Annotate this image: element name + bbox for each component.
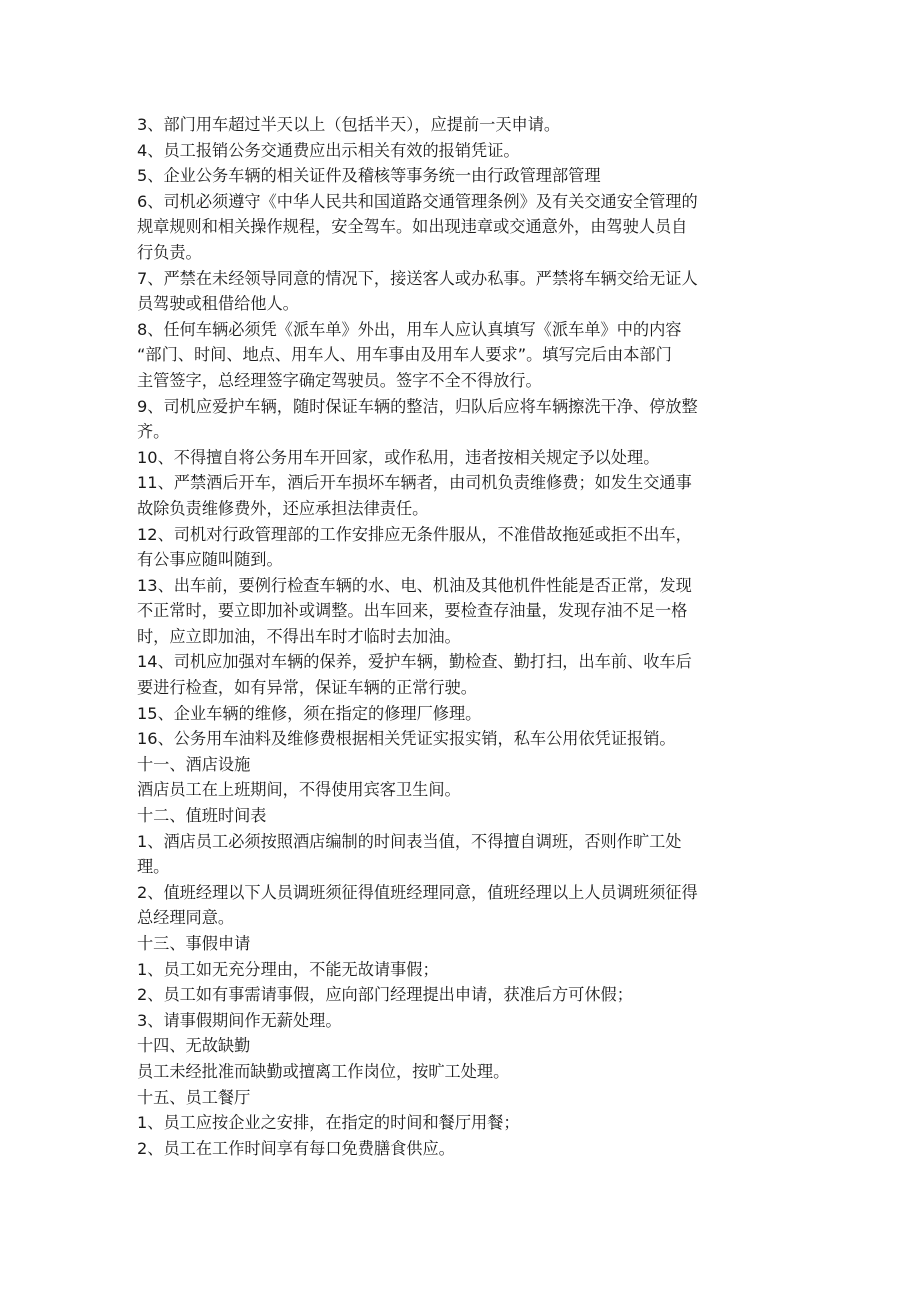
text-line: 十一、酒店设施: [137, 754, 251, 774]
text-line: 故除负责维修费外，还应承担法律责任。: [137, 498, 429, 518]
paragraph: [137, 957, 787, 983]
paragraph: [137, 522, 787, 573]
text-line: 员驾驶或租借给他人。: [137, 294, 299, 314]
text-line: 1、员工如无充分理由，不能无故请事假；: [137, 959, 439, 979]
section-heading: [137, 752, 787, 778]
section-heading: [137, 1033, 787, 1059]
text-line: 5、企业公务车辆的相关证件及稽核等事务统一由行政管理部管理: [137, 166, 601, 186]
text-line: 行负责。: [137, 242, 202, 262]
text-line: 7、严禁在未经领导同意的情况下，接送客人或办私事。严禁将车辆交给无证人: [137, 268, 698, 288]
paragraph: [137, 445, 787, 471]
text-line: 12、司机对行政管理部的工作安排应无条件服从，不准借故拖延或拒不出车，: [137, 524, 692, 544]
paragraph: [137, 470, 787, 521]
text-line: 十四、无故缺勤: [137, 1036, 251, 1056]
section-heading: [137, 1085, 787, 1111]
text-line: 规章规则和相关操作规程，安全驾车。如出现违章或交通意外，由驾驶人员自: [137, 217, 688, 237]
text-line: 4、员工报销公务交通费应出示相关有效的报销凭证。: [137, 140, 520, 160]
text-line: 员工未经批准而缺勤或擅离工作岗位，按旷工处理。: [137, 1061, 510, 1081]
paragraph: [137, 317, 787, 394]
paragraph: [137, 777, 787, 803]
paragraph: [137, 394, 787, 445]
text-line: 十三、事假申请: [137, 934, 251, 953]
text-line: 10、不得擅自将公务用车开回家，或作私用，违者按相关规定予以处理。: [137, 447, 660, 467]
text-line: “部门、时间、地点、用车人、用车事由及用车人要求”。填写完后由本部门: [137, 345, 672, 365]
section-heading: [137, 803, 787, 829]
text-line: 十五、员工餐厅: [137, 1087, 251, 1107]
paragraph: [137, 1059, 787, 1085]
paragraph: [137, 1136, 787, 1162]
text-line: 2、值班经理以下人员调班须征得值班经理同意，值班经理以上人员调班须征得: [137, 882, 698, 902]
paragraph: [137, 880, 787, 931]
document-body: [137, 112, 787, 1161]
paragraph: [137, 1110, 787, 1136]
text-line: 1、酒店员工必须按照酒店编制的时间表当值，不得擅自调班，否则作旷工处: [137, 831, 682, 851]
text-line: 13、出车前，要例行检查车辆的水、电、机油及其他机件性能是否正常，发现: [137, 575, 692, 595]
paragraph: [137, 138, 787, 164]
text-line: 十二、值班时间表: [137, 806, 267, 826]
text-line: 2、员工在工作时间享有每口免费膳食供应。: [137, 1138, 455, 1158]
paragraph: [137, 701, 787, 727]
section-heading: [137, 931, 787, 957]
text-line: 主管签字，总经理签字确定驾驶员。签字不全不得放行。: [137, 370, 542, 390]
text-line: 3、部门用车超过半天以上（包括半天），应提前一天申请。: [137, 115, 561, 134]
paragraph: [137, 189, 787, 266]
text-line: 时，应立即加油，不得出车时才临时去加油。: [137, 626, 461, 646]
paragraph: [137, 1008, 787, 1034]
paragraph: [137, 573, 787, 650]
text-line: 不正常时，要立即加补或调整。出车回来，要检查存油量，发现存油不足一格: [137, 601, 688, 621]
text-line: 齐。: [137, 422, 170, 442]
text-line: 2、员工如有事需请事假，应向部门经理提出申请，获准后方可休假；: [137, 985, 633, 1005]
paragraph: [137, 266, 787, 317]
text-line: 8、任何车辆必须凭《派车单》外出，用车人应认真填写《派车单》中的内容: [137, 319, 682, 339]
paragraph: [137, 649, 787, 700]
text-line: 1、员工应按企业之安排，在指定的时间和餐厅用餐；: [137, 1113, 520, 1133]
text-line: 理。: [137, 857, 170, 877]
text-line: 16、公务用车油料及维修费根据相关凭证实报实销，私车公用依凭证报销。: [137, 729, 676, 749]
text-line: 15、企业车辆的维修，须在指定的修理厂修理。: [137, 703, 482, 723]
text-line: 有公事应随叫随到。: [137, 550, 283, 570]
text-line: 酒店员工在上班期间，不得使用宾客卫生间。: [137, 780, 461, 800]
text-line: 11、严禁酒后开车，酒后开车损坏车辆者，由司机负责维修费；如发生交通事: [137, 473, 692, 493]
text-line: 要进行检查，如有异常，保证车辆的正常行驶。: [137, 678, 477, 698]
text-line: 3、请事假期间作无薪处理。: [137, 1010, 342, 1030]
paragraph: [137, 726, 787, 752]
text-line: 总经理同意。: [137, 908, 235, 928]
paragraph: [137, 982, 787, 1008]
paragraph: [137, 112, 787, 138]
paragraph: [137, 163, 787, 189]
text-line: 14、司机应加强对车辆的保养，爱护车辆，勤检查、勤打扫，出车前、收车后: [137, 652, 692, 672]
paragraph: [137, 829, 787, 880]
text-line: 9、司机应爱护车辆，随时保证车辆的整洁，归队后应将车辆擦洗干净、停放整: [137, 396, 698, 416]
text-line: 6、司机必须遵守《中华人民共和国道路交通管理条例》及有关交通安全管理的: [137, 191, 698, 211]
